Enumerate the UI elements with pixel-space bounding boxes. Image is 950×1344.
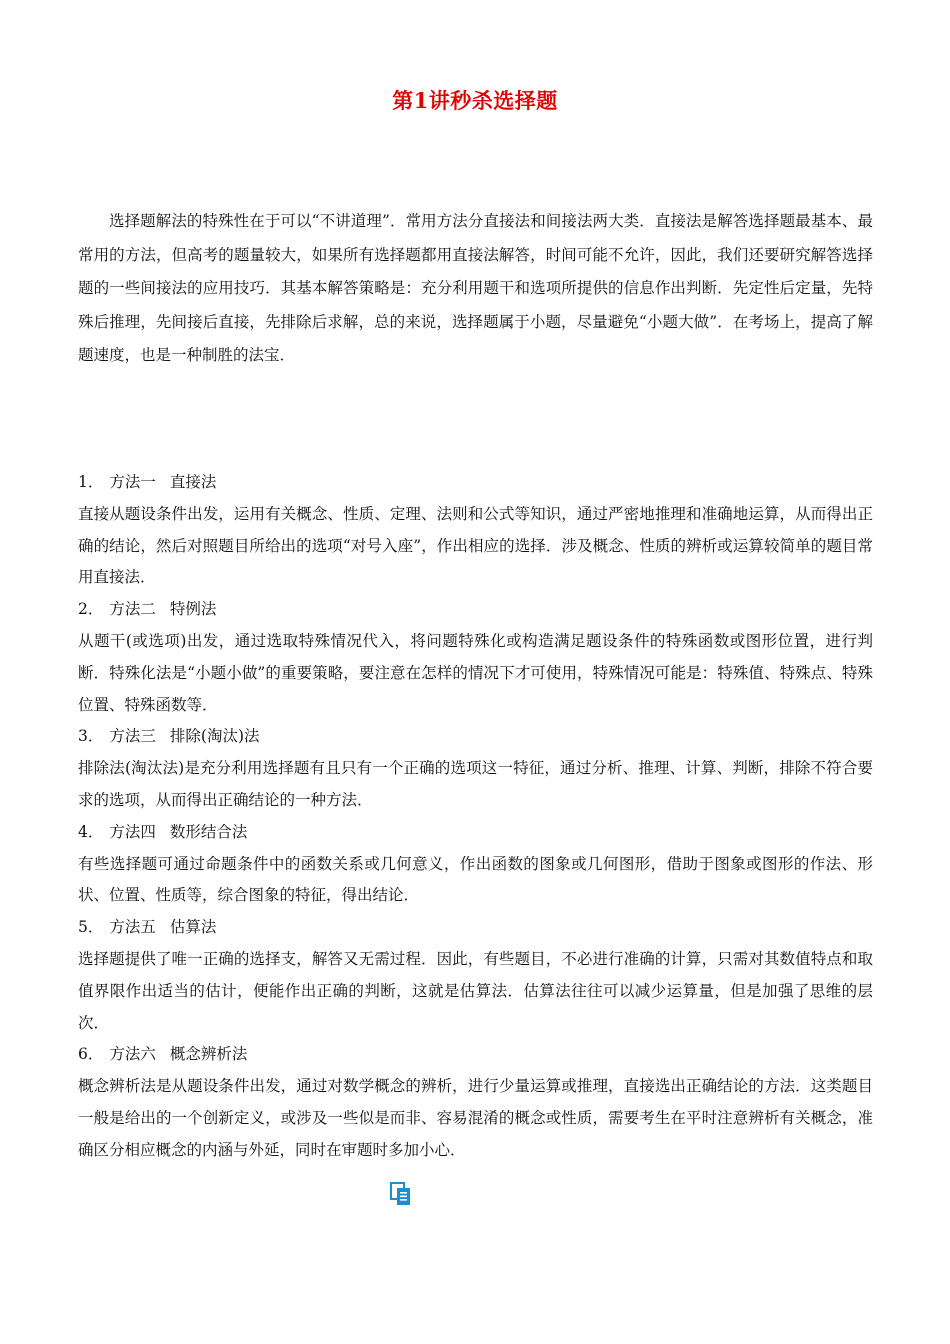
method-label: 概念辨析法 [169,1045,248,1064]
document-copy-icon [390,1182,412,1206]
method-number: 4． [78,822,104,841]
method-name: 方法四 [109,822,156,841]
method-number: 1． [78,473,104,491]
method-name: 方法六 [109,1045,156,1064]
method-heading [78,1039,873,1071]
method-name: 方法三 [109,727,156,746]
method-label: 直接法 [169,473,217,491]
method-number: 3． [78,727,104,746]
intro-paragraph: 选择题解法的特殊性在于可以“不讲道理”．常用方法分直接法和间接法两大类．直接法是解答选择题最基本、最常用的方法，但高考的题量较大，如果所有选择题都用直接法解答，时间可能不允许，因此，我们还要研究解答选择题的一些间接法的应用技巧．其基本解答策略是：充分利用题干和选项所提供的信息作出判断．先定性后定量，先特殊后推理，先间接后直接，先排除后求解，总的来说，选择题属于小题，尽量避免“小题大做”．在考场上，提高了解题速度，也是一种制胜的法宝． [78,212,873,364]
method-description: 直接从题设条件出发，运用有关概念、性质、定理、法则和公式等知识，通过严密地推理和准确地运算，从而得出正确的结论，然后对照题目所给出的选项“对号入座”，作出相应的选择．涉及概念、性质的辨析或运算较简单的题目常用直接法． [78,504,873,587]
method-label: 特例法 [169,600,217,619]
method-name: 方法五 [109,918,156,937]
method-description: 选择题提供了唯一正确的选择支，解答又无需过程．因此，有些题目，不必进行准确的计算，只需对其数值特点和取值界限作出适当的估计，便能作出正确的判断，这就是估算法．估算法往往可以减少运算量，但是加强了思维的层次． [78,949,873,1032]
method-heading [78,467,873,499]
methods-list [78,467,873,1167]
method-description: 从题干(或选项)出发，通过选取特殊情况代入，将问题特殊化或构造满足题设条件的特殊函数或图形位置，进行判断．特殊化法是“小题小做”的重要策略，要注意在怎样的情况下才可使用，特殊情况可能是：特殊值、特殊点、特殊位置、特殊函数等． [78,631,873,714]
method-name: 方法二 [109,600,156,619]
method-number: 2． [78,600,104,619]
method-heading [78,594,873,626]
method-heading [78,817,873,849]
method-name: 方法一 [109,473,156,491]
method-heading [78,912,873,944]
method-description: 排除法(淘汰法)是充分利用选择题有且只有一个正确的选项这一特征，通过分析、推理、计算、判断，排除不符合要求的选项，从而得出正确结论的一种方法． [78,759,873,809]
method-label: 估算法 [169,918,217,937]
method-label: 排除(淘汰)法 [169,727,260,746]
method-description: 概念辨析法是从题设条件出发，通过对数学概念的辨析，进行少量运算或推理，直接选出正确结论的方法．这类题目一般是给出的一个创新定义，或涉及一些似是而非、容易混淆的概念或性质，需要考生在平时注意辨析有关概念，准确区分相应概念的内涵与外延，同时在审题时多加小心． [78,1077,873,1159]
method-number: 6． [78,1045,104,1064]
method-label: 数形结合法 [169,822,248,841]
method-number: 5． [78,918,104,937]
method-heading [78,721,873,753]
page-title: 第1讲秒杀选择题 [392,88,558,113]
method-description: 有些选择题可通过命题条件中的函数关系或几何意义，作出函数的图象或几何图形，借助于图象或图形的作法、形状、位置、性质等，综合图象的特征，得出结论． [78,854,873,905]
